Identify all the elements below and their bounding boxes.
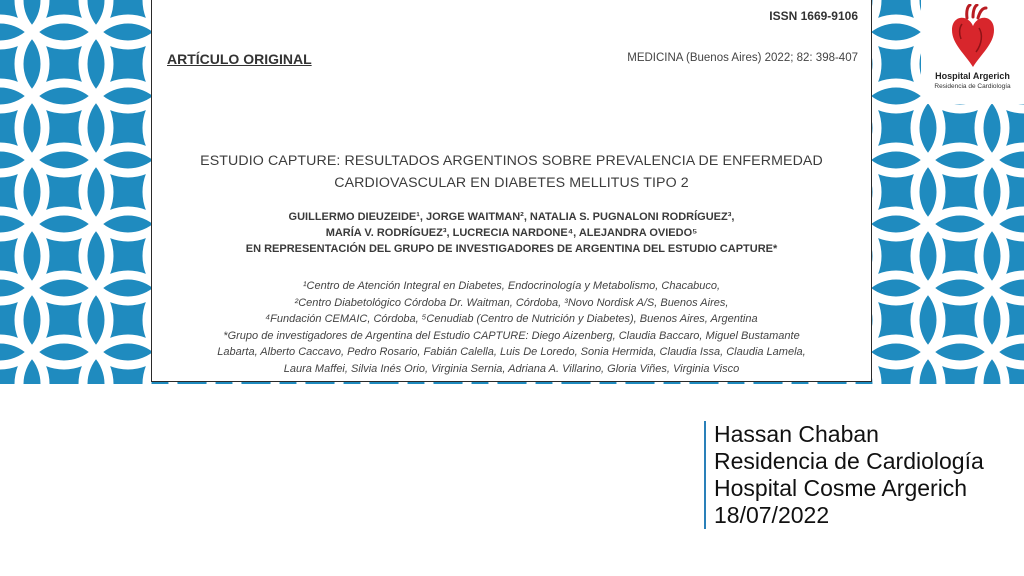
issn: ISSN 1669-9106 (769, 9, 858, 23)
presenter-name: Hassan Chaban (714, 421, 879, 447)
presenter-info (704, 421, 984, 529)
affiliation-line: ¹Centro de Atención Integral en Diabetes, Endocrinología y Metabolismo, Chacabuco, (302, 280, 721, 292)
presenter-hospital: Hospital Cosme Argerich (714, 475, 968, 501)
author-line: EN REPRESENTACIÓN DEL GRUPO DE INVESTIGADORES DE ARGENTINA DEL ESTUDIO CAPTURE* (245, 243, 778, 255)
paper-header-image (151, 0, 872, 382)
affiliation-line: ⁴Fundación CEMAIC, Córdoba, ⁵Cenudiab (Centro de Nutrición y Diabetes), Buenos Aires, Argentina (265, 313, 758, 325)
author-line: MARÍA V. RODRÍGUEZ³, LUCRECIA NARDONE⁴, ALEJANDRA OVIEDO⁵ (325, 227, 698, 239)
title-line: ESTUDIO CAPTURE: RESULTADOS ARGENTINOS SOBRE PREVALENCIA DE ENFERMEDAD (200, 153, 823, 169)
journal-citation: MEDICINA (Buenos Aires) 2022; 82: 398-407 (627, 52, 858, 64)
affiliation-line: ²Centro Diabetológico Córdoba Dr. Waitman, Córdoba, ³Novo Nordisk A/S, Buenos Aires, (294, 296, 729, 309)
presenter-program: Residencia de Cardiología (714, 448, 984, 474)
logo-subtitle: Residencia de Cardiología (934, 83, 1011, 90)
affiliation-line: *Grupo de investigadores de Argentina del Estudio CAPTURE: Diego Aizenberg, Claudia Baccaro, Miguel Bustamante (223, 329, 800, 342)
affiliation-line: Laura Maffei, Silvia Inés Orio, Virginia Sernia, Adriana A. Villarino, Gloria Viñes, Virginia Visco (283, 362, 740, 375)
hospital-logo (921, 0, 1024, 104)
affiliations (152, 278, 871, 377)
article-type: ARTÍCULO ORIGINAL (167, 51, 312, 67)
heart-icon (949, 4, 997, 70)
author-line: GUILLERMO DIEUZEIDE¹, JORGE WAITMAN², NATALIA S. PUGNALONI RODRÍGUEZ³, (288, 211, 735, 223)
author-list (152, 209, 871, 257)
article-title (152, 150, 871, 194)
logo-name: Hospital Argerich (935, 71, 1010, 81)
title-line: CARDIOVASCULAR EN DIABETES MELLITUS TIPO 2 (334, 175, 689, 191)
affiliation-line: Labarta, Alberto Caccavo, Pedro Rosario, Fabián Calella, Luis De Loredo, Sonia Hermida, Claudia Issa, Claudia Lamela, (217, 346, 806, 358)
presentation-date: 18/07/2022 (714, 502, 830, 528)
